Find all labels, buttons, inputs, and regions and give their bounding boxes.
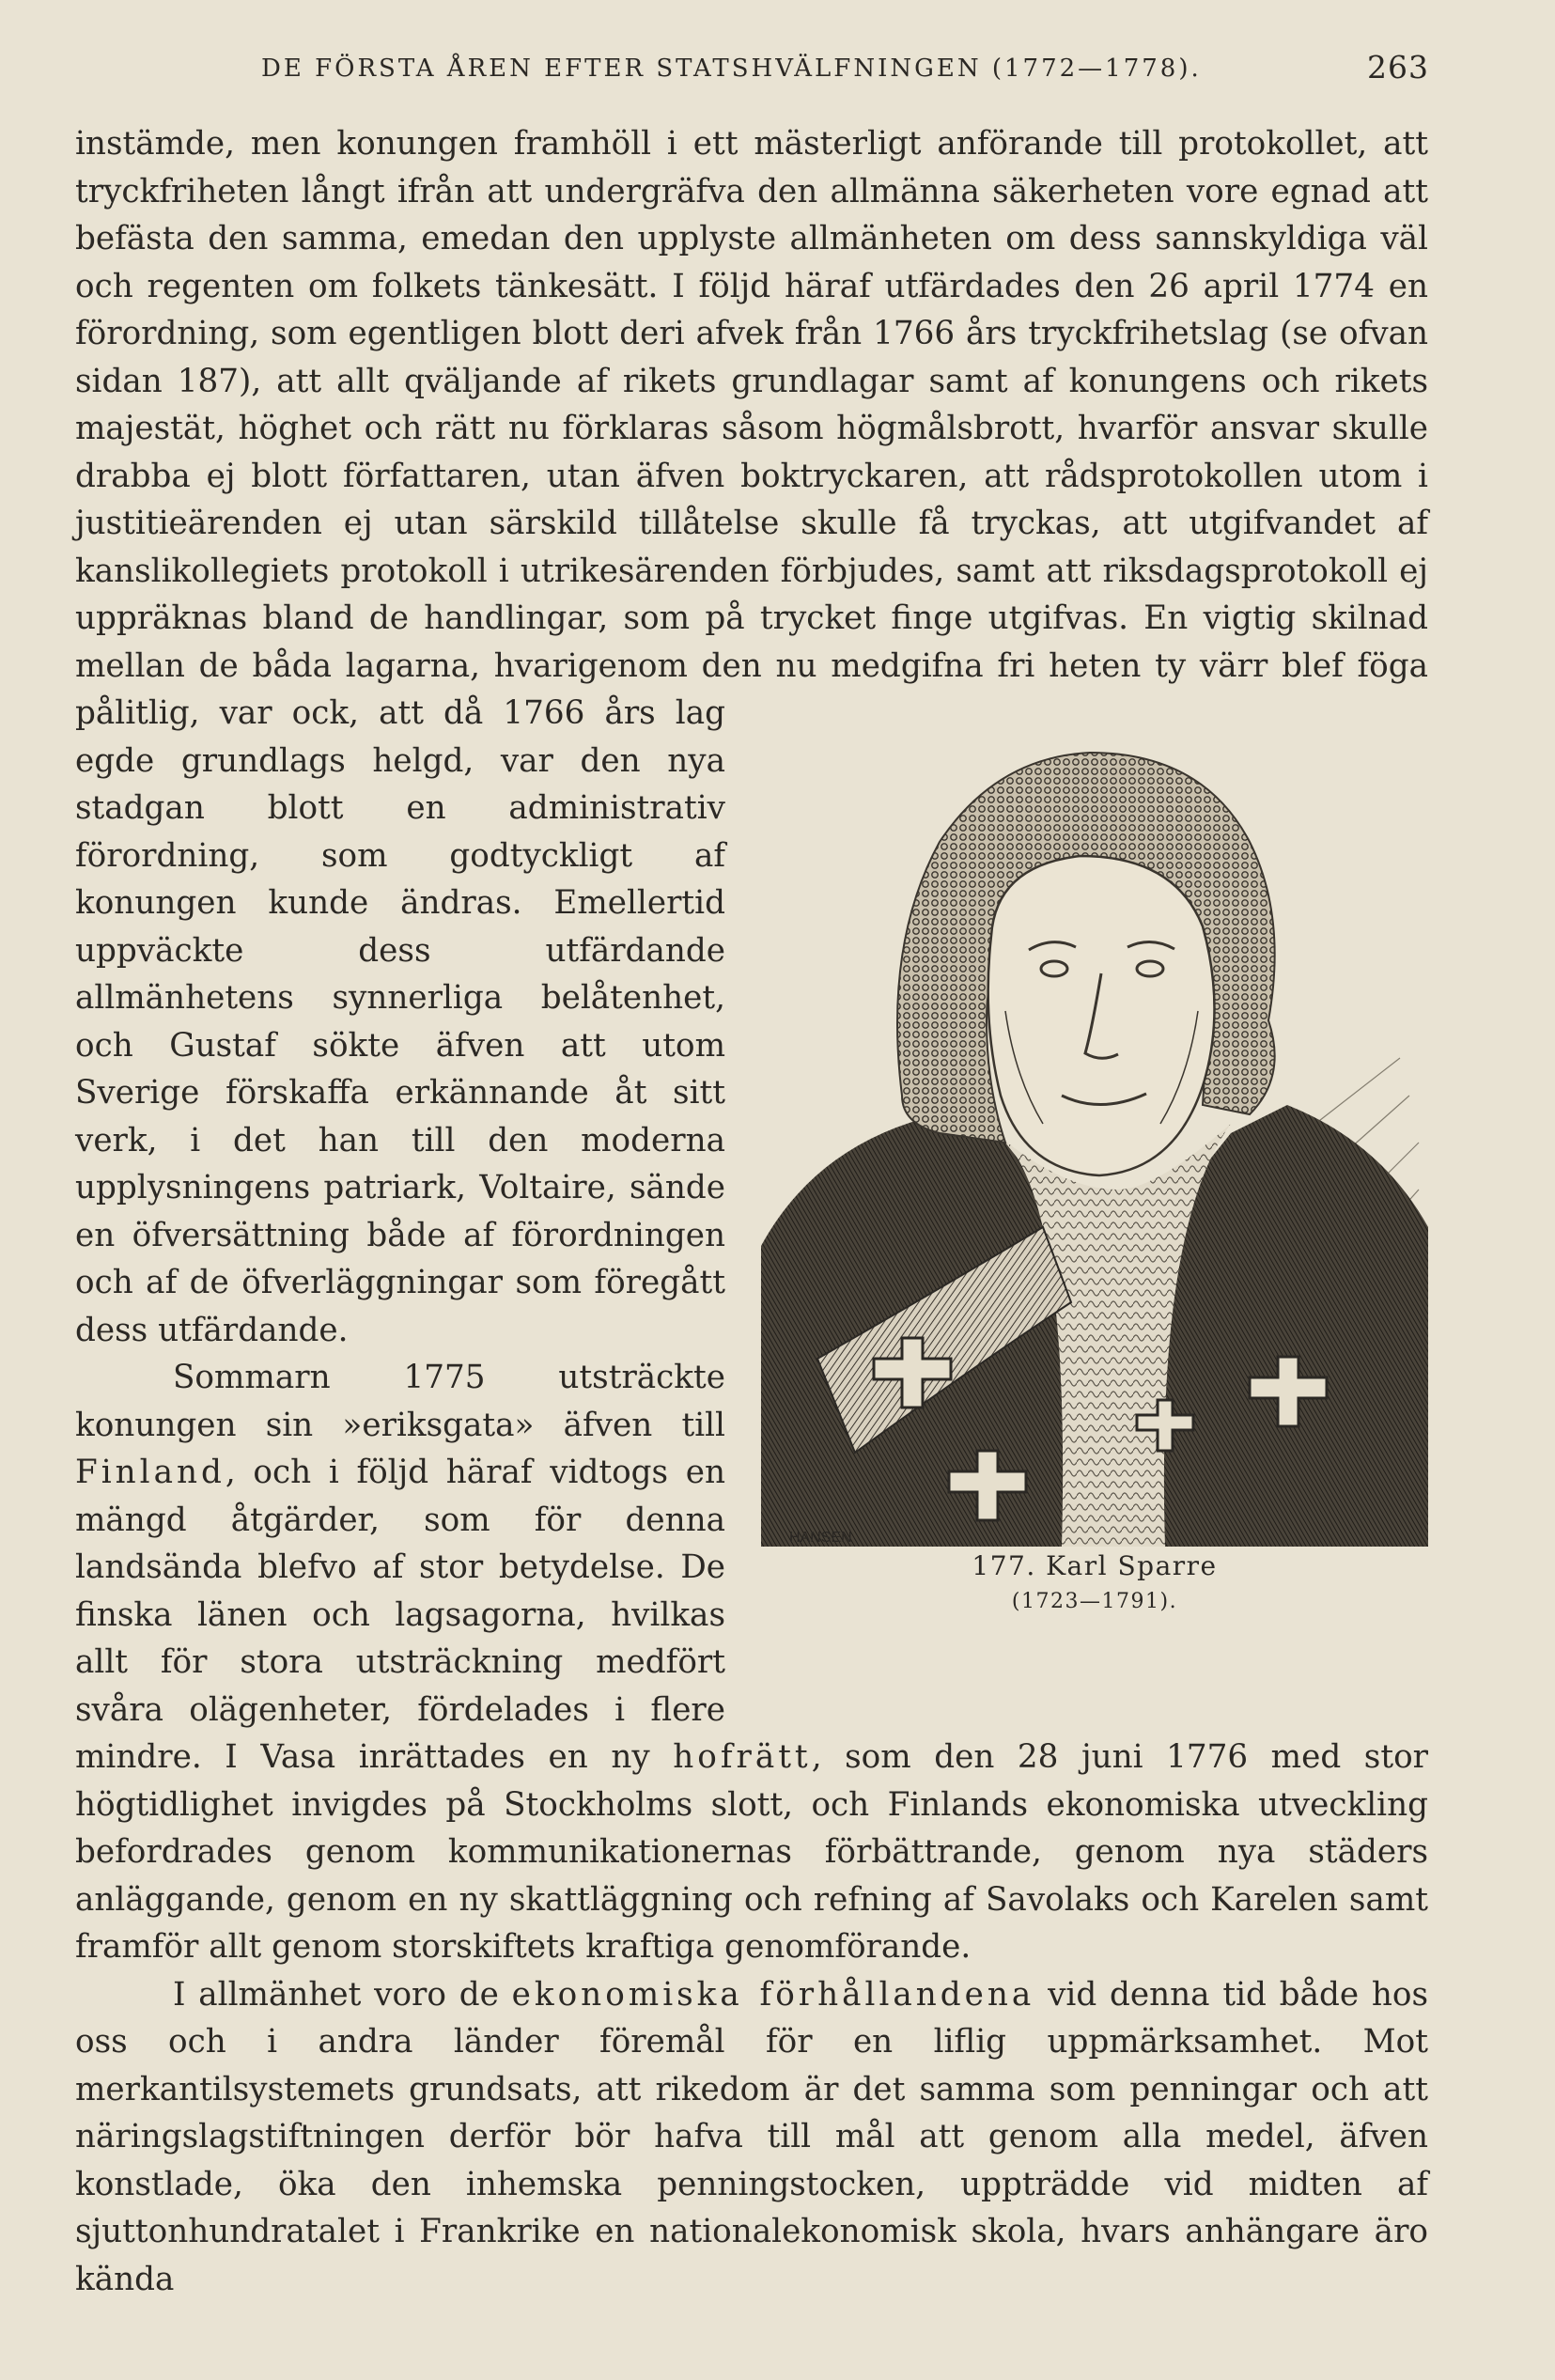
paragraph-3-part-b: vid denna tid både hos oss och i andra länder föremål för en liflig uppmärksamhet. Mot merkantilsystemets grundsats, att rikedom är det samma som penningar och att näringslagstiftningen derför bör hafva till mål att genom alla medel, äfven konstlade, öka den inhemska penningstocken, uppträdde vid midten af sjuttonhundratalet i Frankrike en nationalekonomisk skola, hvars anhängare äro kända — [75, 1975, 1428, 2298]
paragraph-3-part-a: I allmänhet voro de — [173, 1975, 512, 2014]
portrait-figure — [761, 701, 1428, 1695]
paragraph-3 — [75, 1971, 1428, 2304]
figure-caption — [761, 1548, 1428, 1620]
running-title: DE FÖRSTA ÅREN EFTER STATSHVÄLFNINGEN (1772—1778). — [261, 54, 1202, 83]
paragraph-2-part-b: , och i följd häraf vidtogs en mängd åtgärder, som för denna landsända blefvo af stor betydelse. De finska länen och lagsagorna, hvilkas allt för stora utsträckning medfört svåra olägenheter, fördelades i flere mindre. I Vasa inrättades en ny — [75, 1454, 725, 1776]
emphasis-finland: Finland — [75, 1454, 225, 1491]
page-number: 263 — [1367, 49, 1429, 86]
caption-dates: (1723—1791). — [1011, 1590, 1178, 1613]
running-head — [0, 47, 1555, 94]
paragraph-2-part-a: Sommarn 1775 utsträckte konungen sin »eriksgata» äfven till — [75, 1359, 725, 1444]
paragraph-2-part-c: , som den 28 juni 1776 med stor högtidlighet invigdes på Stockholms slott, och Finlands ekonomiska utveckling befordrades genom kommunikationernas förbättrande, genom nya städers anläggande, genom en ny skattläggning och refning af Savolaks och Karelen samt framför allt genom storskiftets kraftiga genomförande. — [75, 1738, 1428, 1966]
paragraph-1-before: instämde, men konungen framhöll i ett mästerligt anförande till protokollet, att tryckfriheten långt ifrån att undergräfva den allmänna säkerheten vore egnad att befästa den samma, emedan den upplyste allmänheten om dess sannskyldiga väl och regenten om folkets tänkesätt. I följd häraf utfärdades den 26 april 1774 en förordning, som egentligen blott deri afvek från 1766 års tryckfrihetslag (se ofvan sidan 187), att allt qväljande af rikets grundlagar samt af konungens och rikets majestät, höghet och rätt nu förklaras såsom högmålsbrott, hvarför ansvar skulle drabba ej blott författaren, utan äfven boktryckaren, att rådsprotokollen utom i justitieärenden ej utan särskild tillåtelse skulle få tryckas, att utgifvandet af kanslikollegiets protokoll i utrikesärenden förbjudes, samt att riksdagsprotokoll ej uppräknas bland de handlingar, som på trycket finge utgifvas. En vigtig skilnad mellan de båda lagarna, hvarigenom den nu medgifna fri — [75, 125, 1428, 685]
caption-main: 177. Karl Sparre — [972, 1550, 1218, 1581]
emphasis-ekonomiska: ekonomiska förhållandena — [511, 1975, 1035, 2014]
body-text — [75, 120, 1428, 2303]
engraver-mark: HANSEN — [789, 1530, 852, 1546]
emphasis-hofratt: hofrätt — [673, 1738, 812, 1776]
portrait-engraving — [761, 701, 1428, 1565]
paragraph-1-after: heten ty värr blef föga pålitlig, var ock, att då 1766 års lag egde grundlags helgd, var den nya stadgan blott en administrativ förordning, som godtyckligt af konungen kunde ändras. Emellertid uppväckte dess utfärdande allmänhetens synnerliga belåtenhet, och Gustaf sökte äfven att utom Sverige förskaffa erkännande åt sitt verk, i det han till den moderna upplysningens patriark, Voltaire, sände en öfversättning både af förordningen och af de öfverläggningar som föregått dess utfärdande. — [75, 646, 1428, 1349]
face — [988, 856, 1215, 1175]
